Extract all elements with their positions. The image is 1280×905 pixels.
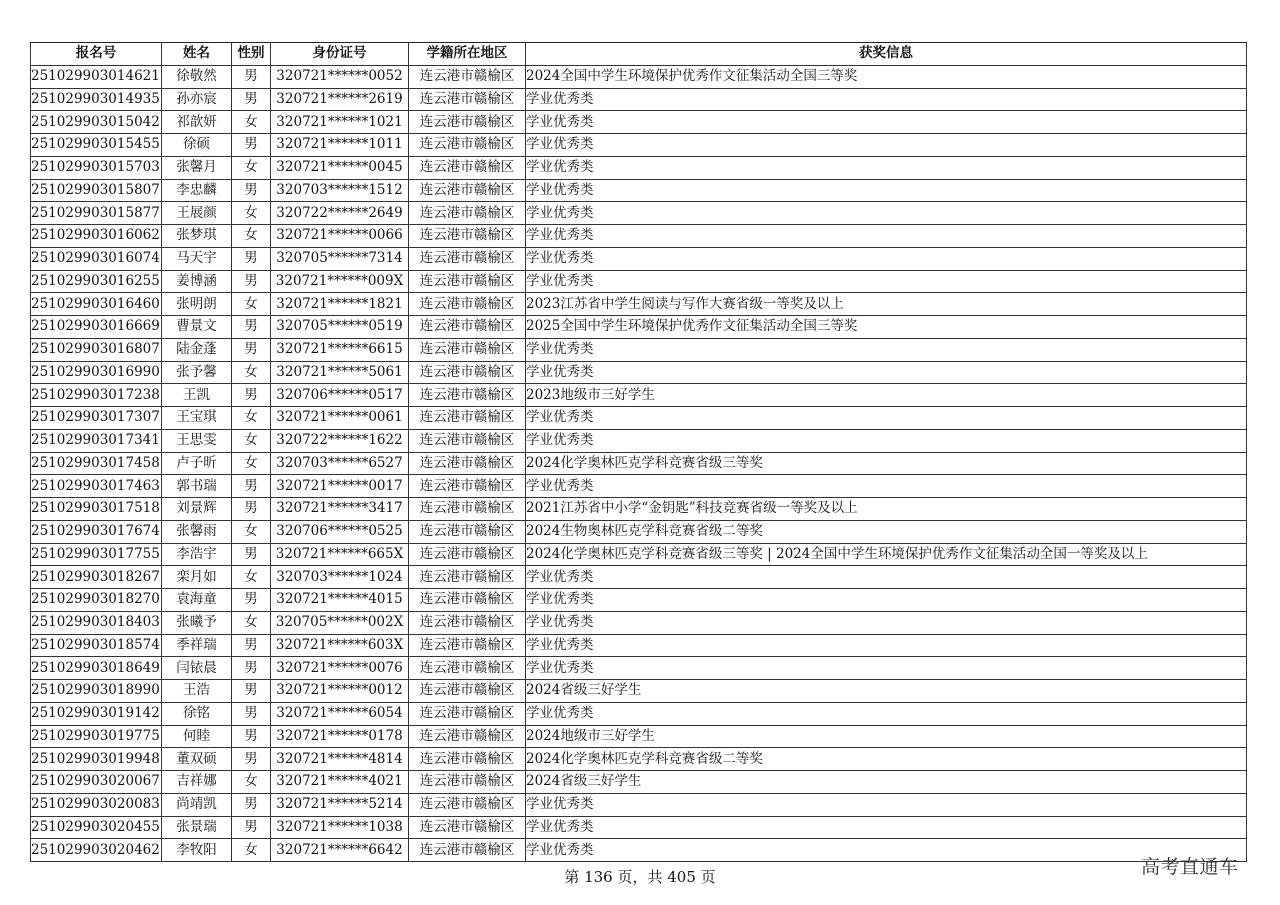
table-row: [31, 293, 1247, 316]
id-number-cell: 320703******6527: [271, 452, 409, 475]
region-cell: 连云港市赣榆区: [409, 816, 526, 839]
gender-cell: 女: [232, 111, 271, 134]
gender-cell: 男: [232, 816, 271, 839]
registration-no-cell: 251029903017458: [31, 452, 162, 475]
registration-no-cell: 251029903017238: [31, 384, 162, 407]
registration-no-cell: 251029903015877: [31, 202, 162, 225]
col-header-gender: 性别: [232, 43, 271, 66]
award-cell: 学业优秀类: [526, 793, 1247, 816]
registration-no-cell: 251029903018990: [31, 680, 162, 703]
award-cell: 学业优秀类: [526, 566, 1247, 589]
name-cell: 尚靖凯: [162, 793, 232, 816]
gender-cell: 男: [232, 725, 271, 748]
registration-no-cell: 251029903018267: [31, 566, 162, 589]
name-cell: 郭书瑞: [162, 475, 232, 498]
registration-no-cell: 251029903017674: [31, 520, 162, 543]
registration-no-cell: 251029903019142: [31, 702, 162, 725]
award-cell: 学业优秀类: [526, 361, 1247, 384]
region-cell: 连云港市赣榆区: [409, 384, 526, 407]
gender-cell: 男: [232, 793, 271, 816]
award-cell: 学业优秀类: [526, 634, 1247, 657]
table-row: [31, 202, 1247, 225]
gender-cell: 女: [232, 611, 271, 634]
region-cell: 连云港市赣榆区: [409, 498, 526, 521]
id-number-cell: 320721******1011: [271, 134, 409, 157]
registration-no-cell: 251029903017755: [31, 543, 162, 566]
table-row: [31, 179, 1247, 202]
award-cell: 2021江苏省中小学“金钥匙”科技竞赛省级一等奖及以上: [526, 498, 1247, 521]
id-number-cell: 320721******0066: [271, 225, 409, 248]
id-number-cell: 320721******6615: [271, 338, 409, 361]
award-cell: 学业优秀类: [526, 111, 1247, 134]
name-cell: 张馨雨: [162, 520, 232, 543]
award-cell: 学业优秀类: [526, 657, 1247, 680]
region-cell: 连云港市赣榆区: [409, 429, 526, 452]
id-number-cell: 320721******0012: [271, 680, 409, 703]
region-cell: 连云港市赣榆区: [409, 452, 526, 475]
table-row: [31, 429, 1247, 452]
gender-cell: 男: [232, 88, 271, 111]
name-cell: 袁海童: [162, 589, 232, 612]
name-cell: 曹景文: [162, 316, 232, 339]
id-number-cell: 320721******665X: [271, 543, 409, 566]
gender-cell: 男: [232, 384, 271, 407]
id-number-cell: 320706******0525: [271, 520, 409, 543]
registration-no-cell: 251029903020462: [31, 839, 162, 862]
registration-no-cell: 251029903015807: [31, 179, 162, 202]
col-header-id-number: 身份证号: [271, 43, 409, 66]
table-row: [31, 156, 1247, 179]
gender-cell: 男: [232, 498, 271, 521]
name-cell: 张馨月: [162, 156, 232, 179]
name-cell: 孙亦宸: [162, 88, 232, 111]
table-row: [31, 498, 1247, 521]
table-row: [31, 725, 1247, 748]
id-number-cell: 320721******4015: [271, 589, 409, 612]
registration-no-cell: 251029903016074: [31, 247, 162, 270]
award-cell: 学业优秀类: [526, 247, 1247, 270]
id-number-cell: 320721******4021: [271, 771, 409, 794]
gender-cell: 男: [232, 247, 271, 270]
region-cell: 连云港市赣榆区: [409, 771, 526, 794]
gender-cell: 女: [232, 771, 271, 794]
name-cell: 董双硕: [162, 748, 232, 771]
table-row: [31, 680, 1247, 703]
region-cell: 连云港市赣榆区: [409, 88, 526, 111]
table-row: [31, 702, 1247, 725]
name-cell: 何睦: [162, 725, 232, 748]
watermark: 高考直通车: [1141, 856, 1239, 878]
award-cell: 学业优秀类: [526, 702, 1247, 725]
table-row: [31, 452, 1247, 475]
award-cell: 2024化学奥林匹克学科竞赛省级三等奖 | 2024全国中学生环境保护优秀作文征集活动全国一等奖及以上: [526, 543, 1247, 566]
registration-no-cell: 251029903014935: [31, 88, 162, 111]
registration-no-cell: 251029903017341: [31, 429, 162, 452]
region-cell: 连云港市赣榆区: [409, 202, 526, 225]
table-row: [31, 793, 1247, 816]
gender-cell: 男: [232, 475, 271, 498]
region-cell: 连云港市赣榆区: [409, 270, 526, 293]
award-cell: 学业优秀类: [526, 475, 1247, 498]
region-cell: 连云港市赣榆区: [409, 589, 526, 612]
gender-cell: 男: [232, 543, 271, 566]
page-number: 第 136 页，共 405 页: [564, 868, 716, 886]
award-cell: 学业优秀类: [526, 156, 1247, 179]
award-cell: 学业优秀类: [526, 134, 1247, 157]
gender-cell: 男: [232, 589, 271, 612]
registration-no-cell: 251029903018649: [31, 657, 162, 680]
id-number-cell: 320721******6642: [271, 839, 409, 862]
id-number-cell: 320722******2649: [271, 202, 409, 225]
name-cell: 张予馨: [162, 361, 232, 384]
gender-cell: 女: [232, 225, 271, 248]
col-header-registration-no: 报名号: [31, 43, 162, 66]
region-cell: 连云港市赣榆区: [409, 179, 526, 202]
award-cell: 2023地级市三好学生: [526, 384, 1247, 407]
id-number-cell: 320703******1512: [271, 179, 409, 202]
registration-no-cell: 251029903020067: [31, 771, 162, 794]
gender-cell: 男: [232, 270, 271, 293]
gender-cell: 女: [232, 202, 271, 225]
registration-no-cell: 251029903020083: [31, 793, 162, 816]
region-cell: 连云港市赣榆区: [409, 839, 526, 862]
name-cell: 马天宇: [162, 247, 232, 270]
award-cell: 2023江苏省中学生阅读与写作大赛省级一等奖及以上: [526, 293, 1247, 316]
award-cell: 学业优秀类: [526, 270, 1247, 293]
region-cell: 连云港市赣榆区: [409, 134, 526, 157]
table-row: [31, 361, 1247, 384]
region-cell: 连云港市赣榆区: [409, 247, 526, 270]
id-number-cell: 320721******2619: [271, 88, 409, 111]
col-header-region: 学籍所在地区: [409, 43, 526, 66]
name-cell: 王浩: [162, 680, 232, 703]
award-cell: 2024全国中学生环境保护优秀作文征集活动全国三等奖: [526, 65, 1247, 88]
id-number-cell: 320705******7314: [271, 247, 409, 270]
table-row: [31, 657, 1247, 680]
name-cell: 吉祥娜: [162, 771, 232, 794]
registration-no-cell: 251029903016990: [31, 361, 162, 384]
gender-cell: 女: [232, 429, 271, 452]
registration-no-cell: 251029903017463: [31, 475, 162, 498]
name-cell: 李忠麟: [162, 179, 232, 202]
registration-no-cell: 251029903016062: [31, 225, 162, 248]
award-cell: 学业优秀类: [526, 589, 1247, 612]
registration-no-cell: 251029903016460: [31, 293, 162, 316]
name-cell: 王展颜: [162, 202, 232, 225]
table-row: [31, 566, 1247, 589]
col-header-award: 获奖信息: [526, 43, 1247, 66]
table-row: [31, 839, 1247, 862]
award-cell: 2024省级三好学生: [526, 771, 1247, 794]
region-cell: 连云港市赣榆区: [409, 361, 526, 384]
award-cell: 学业优秀类: [526, 202, 1247, 225]
region-cell: 连云港市赣榆区: [409, 634, 526, 657]
name-cell: 徐硕: [162, 134, 232, 157]
name-cell: 李浩宇: [162, 543, 232, 566]
region-cell: 连云港市赣榆区: [409, 748, 526, 771]
name-cell: 徐铭: [162, 702, 232, 725]
award-cell: 学业优秀类: [526, 225, 1247, 248]
award-cell: 学业优秀类: [526, 407, 1247, 430]
gender-cell: 女: [232, 839, 271, 862]
award-cell: 学业优秀类: [526, 88, 1247, 111]
region-cell: 连云港市赣榆区: [409, 111, 526, 134]
region-cell: 连云港市赣榆区: [409, 566, 526, 589]
table-row: [31, 816, 1247, 839]
award-cell: 学业优秀类: [526, 611, 1247, 634]
id-number-cell: 320721******603X: [271, 634, 409, 657]
award-cell: 学业优秀类: [526, 179, 1247, 202]
id-number-cell: 320721******5061: [271, 361, 409, 384]
id-number-cell: 320721******0052: [271, 65, 409, 88]
registration-no-cell: 251029903016669: [31, 316, 162, 339]
registration-no-cell: 251029903015042: [31, 111, 162, 134]
name-cell: 季祥瑞: [162, 634, 232, 657]
award-cell: 2024地级市三好学生: [526, 725, 1247, 748]
name-cell: 张景瑞: [162, 816, 232, 839]
registration-no-cell: 251029903017518: [31, 498, 162, 521]
table-row: [31, 407, 1247, 430]
header-row: [31, 43, 1247, 66]
name-cell: 闫铱晨: [162, 657, 232, 680]
gender-cell: 女: [232, 407, 271, 430]
gender-cell: 男: [232, 65, 271, 88]
gender-cell: 女: [232, 156, 271, 179]
gender-cell: 男: [232, 702, 271, 725]
gender-cell: 女: [232, 520, 271, 543]
registration-no-cell: 251029903020455: [31, 816, 162, 839]
award-cell: 2024化学奥林匹克学科竞赛省级三等奖: [526, 452, 1247, 475]
region-cell: 连云港市赣榆区: [409, 611, 526, 634]
region-cell: 连云港市赣榆区: [409, 293, 526, 316]
region-cell: 连云港市赣榆区: [409, 702, 526, 725]
id-number-cell: 320705******002X: [271, 611, 409, 634]
region-cell: 连云港市赣榆区: [409, 156, 526, 179]
table-row: [31, 589, 1247, 612]
region-cell: 连云港市赣榆区: [409, 680, 526, 703]
name-cell: 祁歆妍: [162, 111, 232, 134]
region-cell: 连云港市赣榆区: [409, 316, 526, 339]
registration-no-cell: 251029903015455: [31, 134, 162, 157]
award-cell: 学业优秀类: [526, 839, 1247, 862]
id-number-cell: 320721******0178: [271, 725, 409, 748]
awards-table: [30, 42, 1247, 862]
gender-cell: 女: [232, 293, 271, 316]
table-row: [31, 247, 1247, 270]
table-row: [31, 111, 1247, 134]
name-cell: 王思雯: [162, 429, 232, 452]
name-cell: 陆金蓬: [162, 338, 232, 361]
name-cell: 卢子昕: [162, 452, 232, 475]
registration-no-cell: 251029903018403: [31, 611, 162, 634]
registration-no-cell: 251029903019775: [31, 725, 162, 748]
name-cell: 王宝琪: [162, 407, 232, 430]
table-row: [31, 316, 1247, 339]
registration-no-cell: 251029903014621: [31, 65, 162, 88]
table-row: [31, 225, 1247, 248]
name-cell: 张曦予: [162, 611, 232, 634]
registration-no-cell: 251029903015703: [31, 156, 162, 179]
id-number-cell: 320721******1038: [271, 816, 409, 839]
name-cell: 李牧阳: [162, 839, 232, 862]
region-cell: 连云港市赣榆区: [409, 475, 526, 498]
award-cell: 学业优秀类: [526, 816, 1247, 839]
region-cell: 连云港市赣榆区: [409, 338, 526, 361]
gender-cell: 男: [232, 634, 271, 657]
name-cell: 刘景辉: [162, 498, 232, 521]
name-cell: 张明朗: [162, 293, 232, 316]
id-number-cell: 320721******4814: [271, 748, 409, 771]
region-cell: 连云港市赣榆区: [409, 543, 526, 566]
gender-cell: 女: [232, 361, 271, 384]
gender-cell: 男: [232, 748, 271, 771]
id-number-cell: 320721******5214: [271, 793, 409, 816]
gender-cell: 男: [232, 316, 271, 339]
registration-no-cell: 251029903018574: [31, 634, 162, 657]
region-cell: 连云港市赣榆区: [409, 407, 526, 430]
gender-cell: 男: [232, 134, 271, 157]
id-number-cell: 320721******1821: [271, 293, 409, 316]
id-number-cell: 320721******0061: [271, 407, 409, 430]
region-cell: 连云港市赣榆区: [409, 657, 526, 680]
table-row: [31, 611, 1247, 634]
name-cell: 王凯: [162, 384, 232, 407]
id-number-cell: 320721******3417: [271, 498, 409, 521]
id-number-cell: 320721******6054: [271, 702, 409, 725]
id-number-cell: 320706******0517: [271, 384, 409, 407]
name-cell: 张梦琪: [162, 225, 232, 248]
registration-no-cell: 251029903019948: [31, 748, 162, 771]
gender-cell: 男: [232, 179, 271, 202]
id-number-cell: 320721******009X: [271, 270, 409, 293]
id-number-cell: 320721******1021: [271, 111, 409, 134]
award-cell: 学业优秀类: [526, 338, 1247, 361]
gender-cell: 女: [232, 452, 271, 475]
registration-no-cell: 251029903016807: [31, 338, 162, 361]
table-row: [31, 384, 1247, 407]
col-header-name: 姓名: [162, 43, 232, 66]
gender-cell: 男: [232, 338, 271, 361]
award-cell: 学业优秀类: [526, 429, 1247, 452]
table-row: [31, 634, 1247, 657]
id-number-cell: 320722******1622: [271, 429, 409, 452]
table-body: [31, 65, 1247, 861]
name-cell: 栾月如: [162, 566, 232, 589]
id-number-cell: 320705******0519: [271, 316, 409, 339]
table-row: [31, 270, 1247, 293]
table-row: [31, 338, 1247, 361]
award-cell: 2024化学奥林匹克学科竞赛省级二等奖: [526, 748, 1247, 771]
table-row: [31, 65, 1247, 88]
region-cell: 连云港市赣榆区: [409, 225, 526, 248]
table-row: [31, 475, 1247, 498]
table-row: [31, 543, 1247, 566]
region-cell: 连云港市赣榆区: [409, 725, 526, 748]
gender-cell: 女: [232, 566, 271, 589]
id-number-cell: 320721******0017: [271, 475, 409, 498]
registration-no-cell: 251029903017307: [31, 407, 162, 430]
id-number-cell: 320721******0045: [271, 156, 409, 179]
table-row: [31, 520, 1247, 543]
table-row: [31, 771, 1247, 794]
id-number-cell: 320703******1024: [271, 566, 409, 589]
award-cell: 2024生物奥林匹克学科竞赛省级二等奖: [526, 520, 1247, 543]
table-row: [31, 134, 1247, 157]
region-cell: 连云港市赣榆区: [409, 65, 526, 88]
award-cell: 2025全国中学生环境保护优秀作文征集活动全国三等奖: [526, 316, 1247, 339]
gender-cell: 男: [232, 657, 271, 680]
name-cell: 姜博涵: [162, 270, 232, 293]
registration-no-cell: 251029903016255: [31, 270, 162, 293]
name-cell: 徐敬然: [162, 65, 232, 88]
region-cell: 连云港市赣榆区: [409, 793, 526, 816]
gender-cell: 男: [232, 680, 271, 703]
award-cell: 2024省级三好学生: [526, 680, 1247, 703]
table-row: [31, 88, 1247, 111]
table-row: [31, 748, 1247, 771]
id-number-cell: 320721******0076: [271, 657, 409, 680]
registration-no-cell: 251029903018270: [31, 589, 162, 612]
region-cell: 连云港市赣榆区: [409, 520, 526, 543]
